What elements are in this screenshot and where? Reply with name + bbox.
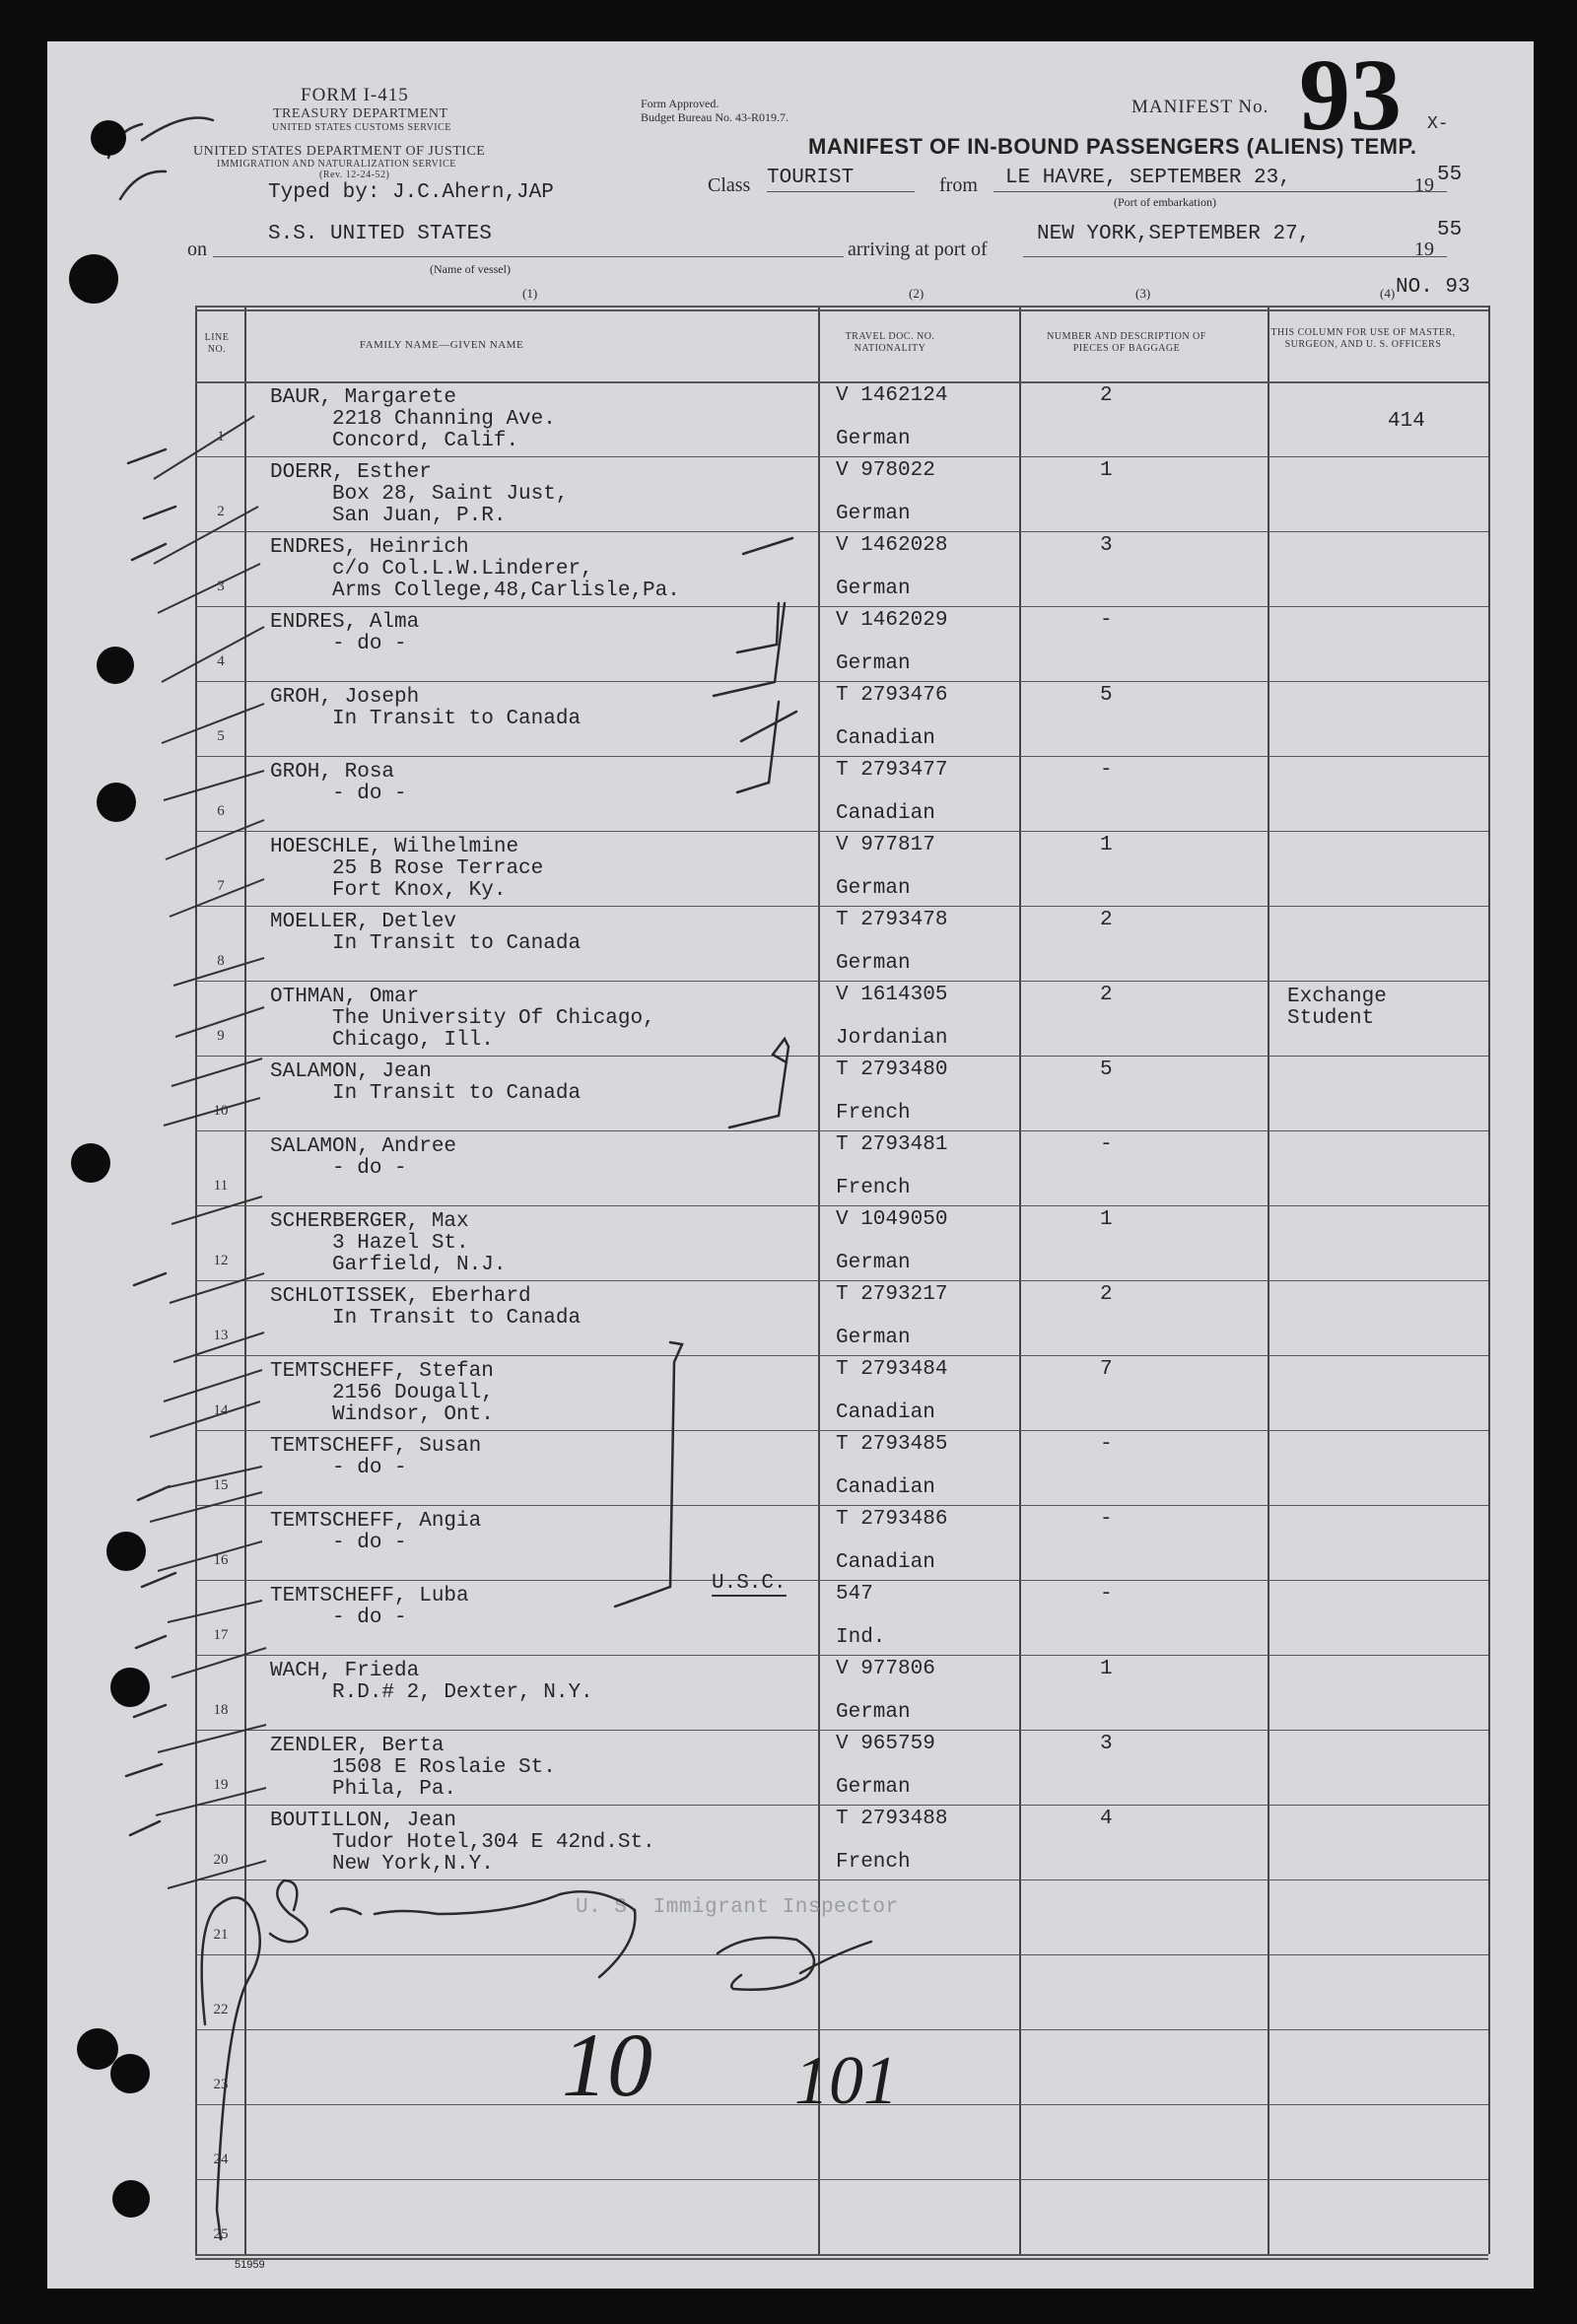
line-number: 17	[213, 1627, 229, 1643]
line-number: 5	[217, 728, 225, 744]
travel-doc-number: T 2793488	[836, 1808, 948, 1830]
travel-doc-number: V 1462028	[836, 534, 948, 557]
line-number: 8	[217, 953, 225, 969]
nationality: French	[836, 1851, 911, 1874]
nationality: German	[836, 1252, 911, 1274]
travel-doc-number: T 2793477	[836, 759, 948, 782]
on-label: on	[187, 239, 207, 260]
manifest-no-label: NO. 93	[1396, 276, 1471, 299]
nationality: Ind.	[836, 1626, 886, 1649]
baggage-count: -	[1100, 1583, 1113, 1606]
passenger-name: GROH, Joseph In Transit to Canada	[270, 686, 582, 730]
manifest-number-large: 93	[1299, 38, 1402, 152]
binder-hole	[110, 1668, 150, 1707]
manifest-label: MANIFEST No.	[1131, 97, 1269, 117]
baggage-count: -	[1100, 1433, 1113, 1456]
line-number: 3	[217, 579, 225, 594]
line-number: 25	[213, 2226, 229, 2242]
baggage-count: 2	[1100, 384, 1113, 407]
passenger-name: SCHERBERGER, Max 3 Hazel St. Garfield, N.J.	[270, 1210, 507, 1276]
nationality: French	[836, 1177, 911, 1199]
line-number: 6	[217, 803, 225, 819]
travel-doc-number: V 1049050	[836, 1208, 948, 1231]
line-number: 11	[213, 1178, 229, 1194]
nationality: German	[836, 1327, 911, 1349]
travel-doc-number: V 1614305	[836, 984, 948, 1006]
passenger-name: GROH, Rosa - do -	[270, 761, 407, 805]
officer-note: 414	[1388, 410, 1425, 433]
travel-doc-number: V 977817	[836, 834, 935, 856]
travel-doc-number: V 977806	[836, 1658, 935, 1680]
travel-doc-number: T 2793478	[836, 909, 948, 931]
passenger-name: SALAMON, Jean In Transit to Canada	[270, 1060, 582, 1105]
line-number: 2	[217, 504, 225, 519]
nationality: Canadian	[836, 1551, 935, 1574]
col-header-name: FAMILY NAME—GIVEN NAME	[359, 339, 524, 351]
baggage-count: 2	[1100, 1283, 1113, 1306]
passenger-name: BOUTILLON, Jean Tudor Hotel,304 E 42nd.St. New York,N.Y.	[270, 1810, 655, 1876]
col-header-baggage: NUMBER AND DESCRIPTION OF PIECES OF BAGGAGE	[1047, 331, 1206, 354]
year-prefix: 19	[1414, 174, 1434, 196]
embarkation-value: LE HAVRE, SEPTEMBER 23,	[1005, 167, 1291, 189]
ins-service: IMMIGRATION AND NATURALIZATION SERVICE	[217, 159, 456, 170]
inspector-stamp: U. S. Immigrant Inspector	[576, 1896, 899, 1919]
arriving-label: arriving at port of	[848, 239, 988, 260]
binder-hole	[71, 1143, 110, 1183]
col-marker-1: (1)	[522, 286, 538, 301]
nationality: German	[836, 652, 911, 675]
nationality: German	[836, 877, 911, 900]
nationality: Canadian	[836, 1476, 935, 1499]
manifest-suffix: X-	[1427, 114, 1449, 134]
nationality: German	[836, 1701, 911, 1724]
baggage-count: -	[1100, 1508, 1113, 1531]
passenger-name: SCHLOTISSEK, Eberhard In Transit to Canada	[270, 1285, 582, 1330]
travel-doc-number: V 978022	[836, 459, 935, 482]
passenger-name: SALAMON, Andree - do -	[270, 1135, 457, 1180]
nationality: German	[836, 952, 911, 975]
customs-service: UNITED STATES CUSTOMS SERVICE	[272, 122, 451, 133]
binder-hole	[97, 783, 136, 822]
line-number: 14	[213, 1402, 229, 1418]
binder-hole	[112, 2180, 150, 2218]
baggage-count: -	[1100, 759, 1113, 782]
travel-doc-number: V 1462124	[836, 384, 948, 407]
baggage-count: 1	[1100, 1658, 1113, 1680]
footer-code: 51959	[235, 2259, 265, 2271]
class-value: TOURIST	[767, 167, 855, 189]
passenger-name: ZENDLER, Berta 1508 E Roslaie St. Phila, Pa.	[270, 1735, 556, 1801]
nationality: German	[836, 503, 911, 525]
baggage-count: 5	[1100, 1059, 1113, 1081]
vessel-caption: (Name of vessel)	[430, 262, 511, 276]
binder-hole	[110, 2054, 150, 2093]
travel-doc-number: V 965759	[836, 1733, 935, 1755]
line-number: 4	[217, 653, 225, 669]
baggage-count: 2	[1100, 984, 1113, 1006]
nationality: Canadian	[836, 802, 935, 825]
nationality: German	[836, 578, 911, 600]
baggage-count: 1	[1100, 834, 1113, 856]
line-number: 18	[213, 1702, 229, 1718]
travel-doc-number: T 2793481	[836, 1133, 948, 1156]
nationality: French	[836, 1102, 911, 1125]
nationality: Canadian	[836, 1401, 935, 1424]
passenger-name: OTHMAN, Omar The University Of Chicago, Chicago, Ill.	[270, 986, 655, 1052]
travel-doc-number: T 2793486	[836, 1508, 948, 1531]
handwritten-number: 101	[794, 2043, 898, 2119]
nationality: Jordanian	[836, 1027, 948, 1050]
line-number: 10	[213, 1103, 229, 1119]
line-number: 1	[217, 429, 225, 444]
line-number: 7	[217, 878, 225, 894]
baggage-count: 7	[1100, 1358, 1113, 1381]
passenger-name: BAUR, Margarete 2218 Channing Ave. Concord, Calif.	[270, 386, 556, 452]
class-label: Class	[708, 174, 751, 196]
travel-doc-number: T 2793476	[836, 684, 948, 707]
travel-doc-number: T 2793480	[836, 1059, 948, 1081]
line-number: 22	[213, 2002, 229, 2017]
binder-hole	[91, 120, 126, 156]
travel-doc-number: 547	[836, 1583, 873, 1606]
baggage-count: 3	[1100, 534, 1113, 557]
col-header-travel-doc: TRAVEL DOC. NO. NATIONALITY	[845, 331, 935, 354]
travel-doc-number: T 2793484	[836, 1358, 948, 1381]
budget-bureau: Budget Bureau No. 43-R019.7.	[641, 110, 788, 124]
line-number: 15	[213, 1477, 229, 1493]
col-header-line: LINE NO.	[204, 332, 230, 355]
usc-annotation: U.S.C.	[712, 1572, 787, 1595]
col-marker-4: (4)	[1380, 286, 1396, 301]
col-header-officers: THIS COLUMN FOR USE OF MASTER, SURGEON, AND U. S. OFFICERS	[1270, 327, 1456, 350]
line-number: 23	[213, 2077, 229, 2092]
arrival-port: NEW YORK,SEPTEMBER 27,	[1037, 223, 1311, 245]
typed-by: Typed by: J.C.Ahern,JAP	[268, 181, 554, 204]
passenger-name: ENDRES, Alma - do -	[270, 611, 420, 655]
baggage-count: 1	[1100, 1208, 1113, 1231]
line-number: 20	[213, 1852, 229, 1868]
line-number: 9	[217, 1028, 225, 1044]
binder-hole	[106, 1532, 146, 1571]
nationality: German	[836, 428, 911, 450]
manifest-title: MANIFEST OF IN-BOUND PASSENGERS (ALIENS) TEMP.	[808, 134, 1417, 159]
nationality: German	[836, 1776, 911, 1799]
handwriting-strokes	[47, 38, 1534, 2289]
passenger-name: TEMTSCHEFF, Luba - do -	[270, 1585, 469, 1629]
vessel-name: S.S. UNITED STATES	[268, 223, 492, 245]
from-label: from	[939, 174, 978, 196]
baggage-count: 3	[1100, 1733, 1113, 1755]
passenger-name: WACH, Frieda R.D.# 2, Dexter, N.Y.	[270, 1660, 593, 1704]
travel-doc-number: V 1462029	[836, 609, 948, 632]
line-number: 12	[213, 1253, 229, 1268]
department-of-justice: UNITED STATES DEPARTMENT OF JUSTICE	[193, 144, 486, 159]
passenger-name: DOERR, Esther Box 28, Saint Just, San Juan, P.R.	[270, 461, 569, 527]
port-of-embarkation-caption: (Port of embarkation)	[1114, 195, 1216, 209]
form-revision: (Rev. 12-24-52)	[319, 170, 390, 180]
line-number: 19	[213, 1777, 229, 1793]
arrival-year: 55	[1437, 219, 1463, 241]
baggage-count: -	[1100, 1133, 1113, 1156]
travel-doc-number: T 2793485	[836, 1433, 948, 1456]
handwritten-ten: 10	[562, 2015, 652, 2115]
baggage-count: -	[1100, 609, 1113, 632]
passenger-name: HOESCHLE, Wilhelmine 25 B Rose Terrace Fort Knox, Ky.	[270, 836, 544, 902]
binder-hole	[97, 647, 134, 684]
year-value: 55	[1437, 164, 1463, 186]
baggage-count: 4	[1100, 1808, 1113, 1830]
binder-hole	[69, 254, 118, 304]
form-approved: Form Approved.	[641, 97, 720, 110]
passenger-name: MOELLER, Detlev In Transit to Canada	[270, 911, 582, 955]
officer-note: Exchange Student	[1287, 986, 1387, 1030]
passenger-name: ENDRES, Heinrich c/o Col.L.W.Linderer, Arms College,48,Carlisle,Pa.	[270, 536, 680, 602]
manifest-sheet	[47, 38, 1534, 2289]
line-number: 13	[213, 1328, 229, 1343]
baggage-count: 1	[1100, 459, 1113, 482]
line-number: 21	[213, 1927, 229, 1943]
line-number: 24	[213, 2152, 229, 2167]
baggage-count: 2	[1100, 909, 1113, 931]
col-marker-2: (2)	[909, 286, 925, 301]
nationality: Canadian	[836, 727, 935, 750]
passenger-name: TEMTSCHEFF, Angia - do -	[270, 1510, 482, 1554]
baggage-count: 5	[1100, 684, 1113, 707]
travel-doc-number: T 2793217	[836, 1283, 948, 1306]
passenger-name: TEMTSCHEFF, Susan - do -	[270, 1435, 482, 1479]
arrival-year-prefix: 19	[1414, 239, 1434, 260]
col-marker-3: (3)	[1135, 286, 1151, 301]
passenger-name: TEMTSCHEFF, Stefan 2156 Dougall, Windsor, Ont.	[270, 1360, 494, 1426]
line-number: 16	[213, 1552, 229, 1568]
treasury-department: TREASURY DEPARTMENT	[273, 106, 448, 121]
form-number: FORM I-415	[301, 85, 409, 105]
